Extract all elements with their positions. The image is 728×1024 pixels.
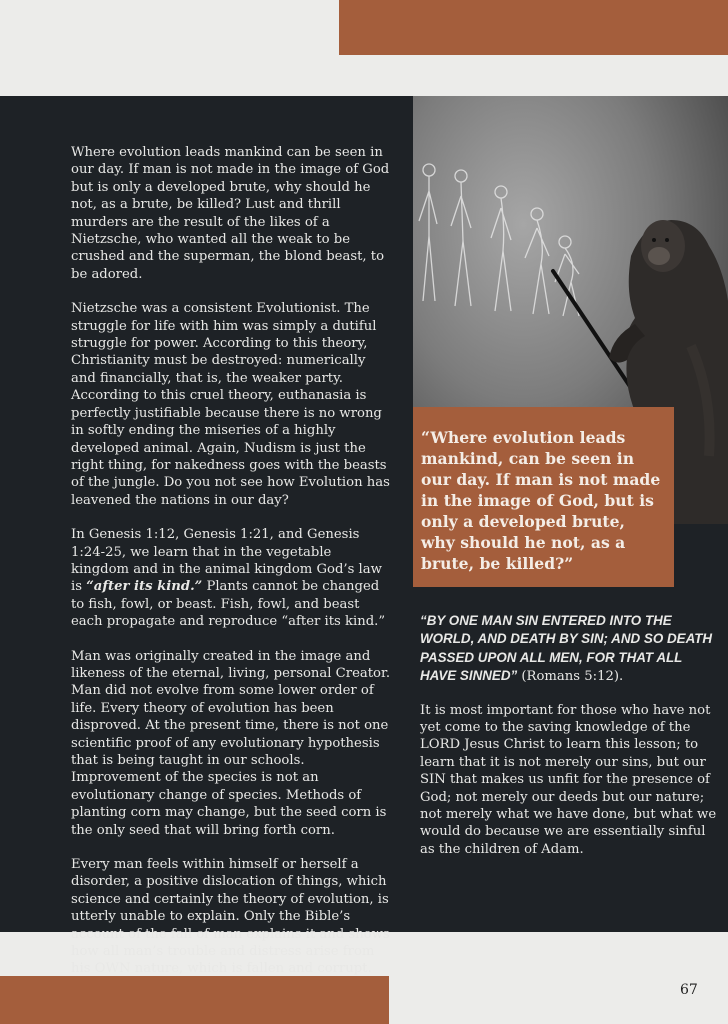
pull-quote-box [413,407,674,587]
left-paragraph-5: Every man feels within himself or herself a disorder, a positive dislocation of things, which science and certainly the theory of evolution, is utterly unable to explain. Only the Bible’s account of the fall of man explains it and shows how all man’s trouble and distress arise from his OWN nature, which is fallen and corrupt. [71,857,390,977]
left-paragraph-2: Nietzsche was a consistent Evolutionist. The struggle for life with him was simply a dutiful struggle for power. According to this theory, Christianity must be destroyed: numerically and financially, that is, the weaker party. According to this cruel theory, euthanasia is perfectly justifiable because there is no wrong in softly ending the miseries of a highly developed animal. Again, Nudism is just the right thing, for nakedness goes with the beasts of the jungle. Do you not see how Evolution has leavened the nations in our day? [71,301,390,508]
left-paragraph-1: Where evolution leads mankind can be seen in our day. If man is not made in the image of God but is only a developed brute, why should he not, as a brute, be killed? Lust and thrill murders are the result of the likes of a Nietzsche, who wanted all the weak to be crushed and the superman, the blond beast, to be adored. [71,145,390,282]
left-column [71,144,393,995]
genesis-text-before: In Genesis 1:12, Genesis 1:21, and Genesis 1:24-25, we learn that in the vegetable kingdom and in the animal kingdom God’s law is [71,527,382,595]
genesis-text-after: Plants cannot be changed to fish, fowl, or beast. Fish, fowl, and beast each propagate and reproduce “after its kind.” [71,579,386,630]
bottom-accent-band [0,976,389,1024]
scripture-quote [420,612,720,686]
right-paragraph-1: It is most important for those who have not yet come to the saving knowledge of the LORD Jesus Christ to learn this lesson; to learn that it is not merely our sins, but our SIN that makes us unfit for the presence of God; not merely our deeds but our nature; not merely what we have done, but what we would do because we are essentially sinful as the children of Adam. [420,702,717,857]
after-its-kind-emphasis: “after its kind.” [86,579,203,595]
top-accent-band [339,0,728,55]
page-number: 67 [680,982,698,998]
right-column [420,612,720,874]
left-paragraph-3 [71,526,393,630]
scripture-reference: (Romans 5:12). [517,669,624,685]
pull-quote-text: “Where evolution leads mankind, can be seen in our day. If man is not made in the image of God, but is only a developed brute, why should he not, as a brute, be killed?” [421,428,661,573]
left-paragraph-4: Man was originally created in the image and likeness of the eternal, living, personal Creator. Man did not evolve from some lower order of life. Every theory of evolution has been disproved. At the present time, there is not one scientific proof of any evolutionary hypothesis that is being taught in our schools. Improvement of the species is not an evolutionary change of species. Methods of planting corn may change, but the seed corn is the only seed that will bring forth corn. [71,648,391,838]
romans-scripture-text: “BY ONE MAN SIN ENTERED INTO THE WORLD, AND DEATH BY SIN; AND SO DEATH PASSED UPON ALL MEN, FOR THAT ALL HAVE SINNED” [420,613,713,684]
